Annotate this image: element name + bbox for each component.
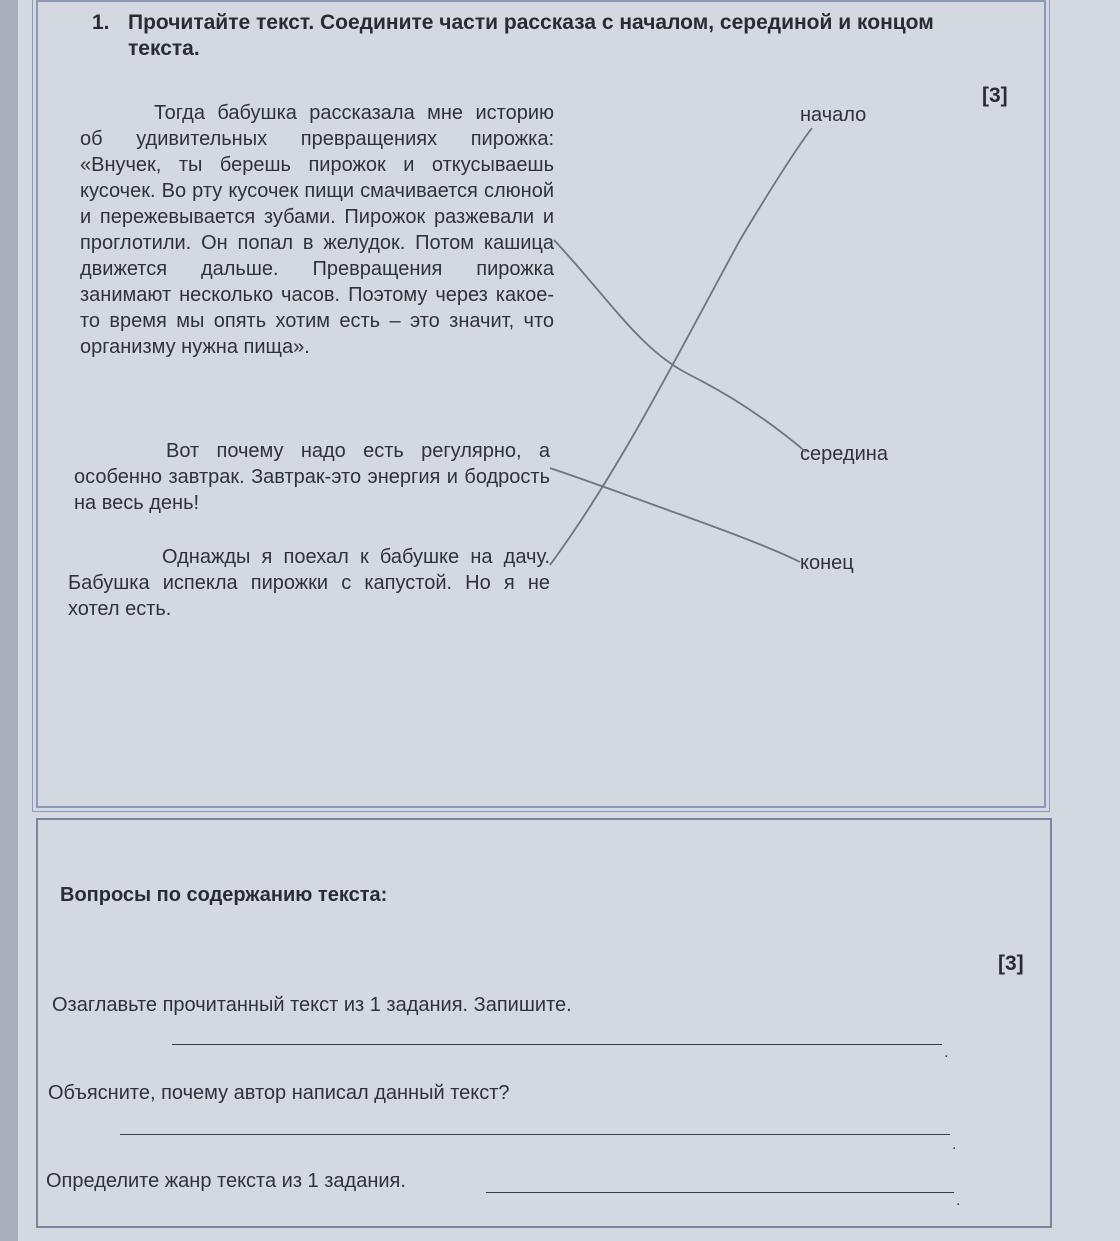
line-paragraph3-to-beginning (550, 128, 812, 565)
line-paragraph2-to-end (550, 468, 800, 562)
task1-number: 1. (92, 11, 110, 34)
answer-line-title[interactable] (172, 1044, 942, 1045)
answer-line-purpose[interactable] (120, 1134, 950, 1135)
label-end: конец (800, 552, 854, 574)
question-title-text: Озаглавьте прочитанный текст из 1 задания. Запишите. (52, 994, 572, 1016)
story-paragraph-2: Вот почему надо есть регулярно, а особенно завтрак. Завтрак-это энергия и бодрость на весь день! (74, 440, 550, 514)
label-middle: середина (800, 443, 888, 465)
task2-heading: Вопросы по содержанию текста: (60, 884, 388, 906)
answer-dot-3: . (956, 1192, 961, 1209)
answer-dot-1: . (944, 1044, 949, 1061)
label-beginning: начало (800, 104, 867, 126)
task2-marks: [3] (998, 952, 1024, 975)
question-genre-text: Определите жанр текста из 1 задания. (46, 1170, 406, 1192)
answer-dot-2: . (952, 1136, 957, 1153)
story-paragraph-1: Тогда бабушка рассказала мне историю об удивительных превращениях пирожка: «Внучек, ты берешь пирожок и откусываешь кусочек. Во рту кусочек пищи смачивается слюной и пережевывается зубами. Пирожок разжевали и проглотили. Он попал в желудок. Потом кашица движется дальше. Превращения пирожка занимают несколько часов. Поэтому через какое-то время мы опять хотим есть – это значит, что организму нужна пища». (80, 102, 554, 358)
story-paragraph-3: Однажды я поехал к бабушке на дачу. Бабушка испекла пирожки с капустой. Но я не хотел есть. (68, 546, 550, 620)
task1-instruction: Прочитайте текст. Соедините части рассказа с началом, серединой и концом текста. (128, 11, 934, 60)
task1-marks: [3] (982, 84, 1008, 107)
line-paragraph1-to-middle (554, 240, 806, 452)
answer-line-genre[interactable] (486, 1192, 954, 1193)
question-purpose-text: Объясните, почему автор написал данный текст? (48, 1082, 510, 1104)
